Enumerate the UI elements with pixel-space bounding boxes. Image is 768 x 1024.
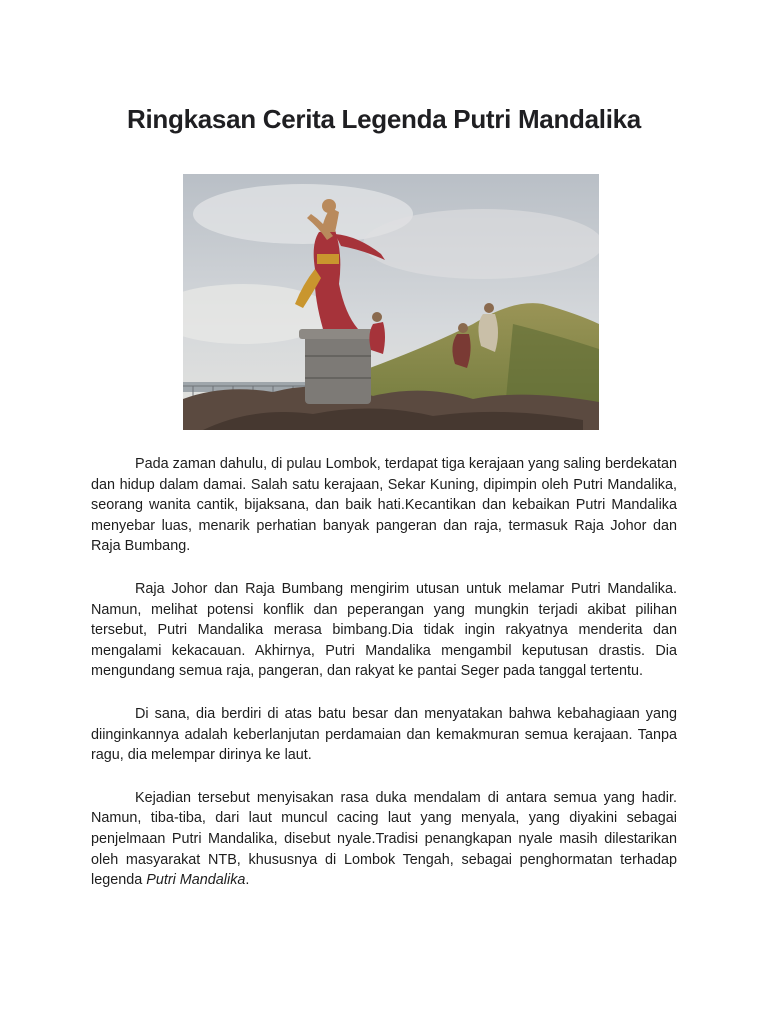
story-paragraph-last [91, 788, 677, 891]
story-text: Kejadian tersebut menyisakan rasa duka mendalam di antara semua yang hadir. Namun, tiba-tiba, dari laut muncul cacing laut yang menyala, yang diyakini sebagai penjelmaan Putri Mandalika, disebut nyale.Tradisi penangkapan nyale masih dilestarikan oleh masyarakat NTB, khususnya di Lombok Tengah, sebagai penghormatan terhadap legenda [91, 789, 677, 889]
story-end: . [245, 872, 250, 889]
story-paragraph: Pada zaman dahulu, di pulau Lombok, terdapat tiga kerajaan yang saling berdekatan dan hidup dalam damai. Salah satu kerajaan, Sekar Kuning, dipimpin oleh Putri Mandalika, seorang wanita cantik, bijaksana, dan baik hati.Kecantikan dan kebaikan Putri Mandalika menyebar luas, menarik perhatian banyak pangeran dan raja, termasuk Raja Johor dan Raja Bumbang. [91, 456, 677, 555]
story-paragraph: Di sana, dia berdiri di atas batu besar dan menyatakan bahwa kebahagiaan yang diinginkannya adalah keberlanjutan perdamaian dan kemakmuran semua kerajaan. Tanpa ragu, dia melempar dirinya ke laut. [91, 705, 677, 764]
page-title: Ringkasan Cerita Legenda Putri Mandalika [127, 104, 641, 134]
legend-name-italic: Putri Mandalika [146, 872, 246, 889]
story-paragraph: Raja Johor dan Raja Bumbang mengirim utusan untuk melamar Putri Mandalika. Namun, melihat potensi konflik dan peperangan yang mungkin terjadi akibat pilihan tersebut, Putri Mandalika merasa bimbang.Dia tidak ingin rakyatnya menderita dan mengalami kekacauan. Akhirnya, Putri Mandalika mengambil keputusan drastis. Dia mengundang semua raja, pangeran, dan rakyat ke pantai Seger pada tanggal tertentu. [91, 580, 677, 680]
story-body [91, 454, 677, 913]
statue-photo [183, 174, 599, 430]
